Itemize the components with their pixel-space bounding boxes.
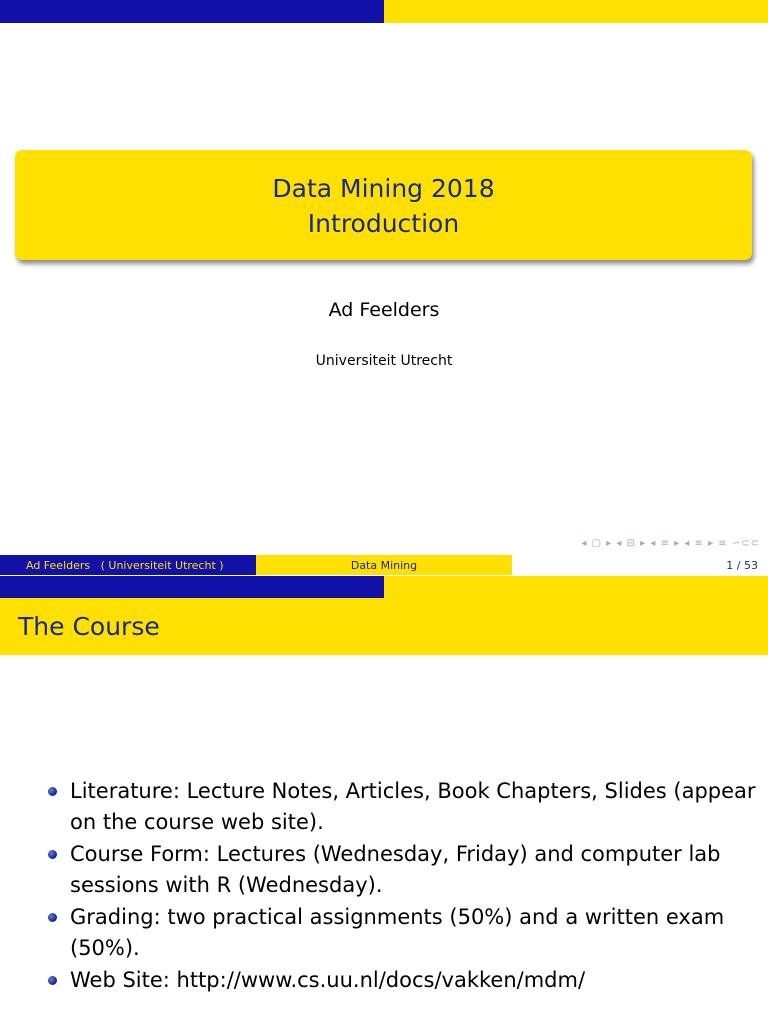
slide-subtitle: Introduction <box>307 209 460 238</box>
author-name: Ad Feelders <box>328 299 440 321</box>
header-strip-blue <box>0 0 384 23</box>
list-item <box>48 839 760 901</box>
bullet-icon <box>48 976 57 985</box>
title-box <box>15 150 752 260</box>
bullet-text: Web Site: http://www.cs.uu.nl/docs/vakken/mdm/ <box>70 968 586 992</box>
institute-name: Universiteit Utrecht <box>315 353 453 369</box>
header-strip-blue <box>0 576 384 598</box>
header-strip-yellow <box>384 0 768 23</box>
list-item <box>48 965 760 996</box>
frame-title: The Course <box>18 612 160 641</box>
list-item <box>48 902 760 964</box>
list-item <box>48 776 760 838</box>
footer-title: Data Mining <box>256 555 512 575</box>
header-strip-yellow <box>384 576 768 598</box>
bullet-text: Course Form: Lectures (Wednesday, Friday) and computer lab sessions with R (Wednesday). <box>70 842 721 897</box>
header-strip <box>0 576 768 598</box>
course-slide <box>0 576 768 1024</box>
bullet-text: Literature: Lecture Notes, Articles, Book Chapters, Slides (appear on the course web site). <box>70 779 756 834</box>
footer-author: Ad Feelders ( Universiteit Utrecht ) <box>0 555 256 575</box>
bullet-icon <box>48 787 57 796</box>
bullet-text: Grading: two practical assignments (50%) and a written exam (50%). <box>70 905 725 960</box>
navigation-symbols[interactable]: ◂ ▢ ▸ ◂ ⊟ ▸ ◂ ≡ ▸ ◂ ≡ ▸ ≡ ∽⊂⊂ <box>581 538 760 549</box>
header-strip <box>0 0 768 23</box>
bullet-icon <box>48 913 57 922</box>
bullet-icon <box>48 850 57 859</box>
bullet-list <box>48 776 760 997</box>
footer-page-number: 1 / 53 <box>512 555 768 575</box>
slide-title: Data Mining 2018 <box>272 174 495 203</box>
footline <box>0 555 768 575</box>
